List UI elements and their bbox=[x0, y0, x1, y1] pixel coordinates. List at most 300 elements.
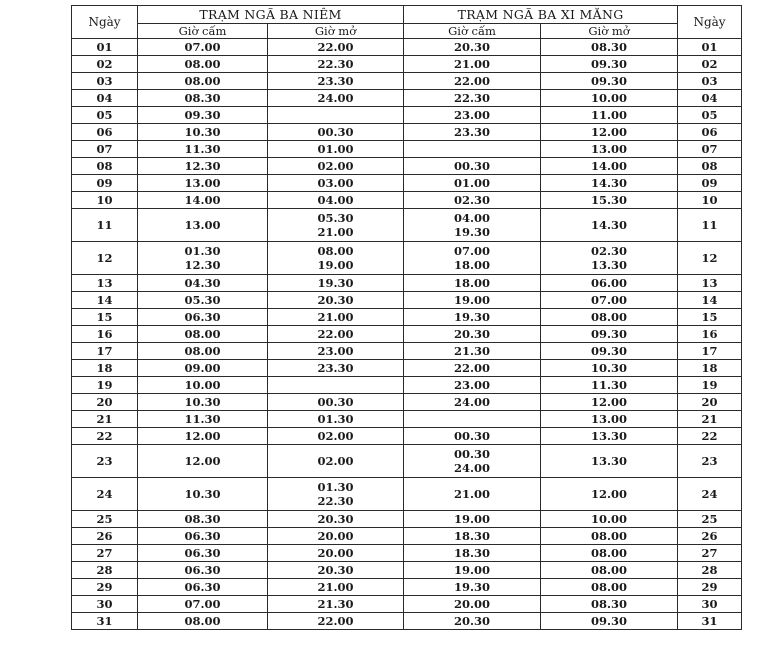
station-b-open-cell bbox=[541, 411, 678, 428]
day-cell-right: 10 bbox=[678, 192, 742, 209]
station-a-open-cell bbox=[268, 511, 404, 528]
station-b-open-cell bbox=[541, 428, 678, 445]
station-b-close-cell bbox=[404, 90, 541, 107]
table-row bbox=[72, 292, 742, 309]
station-a-close-header: Giờ cấm bbox=[138, 24, 268, 39]
time-value: 22.30 bbox=[317, 57, 354, 71]
day-cell-right: 14 bbox=[678, 292, 742, 309]
station-a-open-cell bbox=[268, 377, 404, 394]
time-value: 13.00 bbox=[591, 412, 628, 426]
station-b-open-cell bbox=[541, 175, 678, 192]
schedule-table bbox=[71, 5, 742, 630]
time-value: 12.30 bbox=[184, 159, 221, 173]
day-cell-right: 09 bbox=[678, 175, 742, 192]
time-value: 09.30 bbox=[591, 344, 628, 358]
station-b-close-cell bbox=[404, 107, 541, 124]
day-cell-right: 06 bbox=[678, 124, 742, 141]
table-row bbox=[72, 613, 742, 630]
day-cell-left: 23 bbox=[72, 445, 138, 478]
time-value: 18.30 bbox=[454, 529, 491, 543]
time-value: 23.00 bbox=[454, 378, 491, 392]
station-a-open-cell bbox=[268, 528, 404, 545]
time-value: 10.30 bbox=[184, 487, 221, 501]
time-value: 01.00 bbox=[317, 142, 354, 156]
day-cell-right: 28 bbox=[678, 562, 742, 579]
station-b-close-cell bbox=[404, 141, 541, 158]
day-cell-right: 07 bbox=[678, 141, 742, 158]
station-a-open-cell bbox=[268, 39, 404, 56]
table-row bbox=[72, 326, 742, 343]
station-a-close-cell bbox=[138, 445, 268, 478]
table-row bbox=[72, 107, 742, 124]
time-value: 19.00 bbox=[454, 512, 491, 526]
time-value: 12.00 bbox=[591, 487, 628, 501]
time-value: 10.00 bbox=[591, 512, 628, 526]
station-a-close-cell bbox=[138, 511, 268, 528]
day-cell-left: 26 bbox=[72, 528, 138, 545]
time-value: 08.00 bbox=[591, 546, 628, 560]
time-value: 08.00 bbox=[591, 529, 628, 543]
station-a-open-cell bbox=[268, 242, 404, 275]
station-a-close-cell bbox=[138, 292, 268, 309]
station-a-open-cell bbox=[268, 275, 404, 292]
station-a-open-cell bbox=[268, 360, 404, 377]
time-value: 00.30 bbox=[454, 429, 491, 443]
time-value: 06.30 bbox=[184, 310, 221, 324]
station-b-open-cell bbox=[541, 292, 678, 309]
day-cell-left: 08 bbox=[72, 158, 138, 175]
station-b-close-cell bbox=[404, 613, 541, 630]
day-cell-right: 15 bbox=[678, 309, 742, 326]
time-value: 09.30 bbox=[184, 108, 221, 122]
time-value: 21.30 bbox=[317, 597, 354, 611]
time-value: 13.00 bbox=[184, 218, 221, 232]
day-cell-left: 01 bbox=[72, 39, 138, 56]
time-value: 08.00 bbox=[591, 580, 628, 594]
station-b-open-cell bbox=[541, 242, 678, 275]
time-value: 20.00 bbox=[454, 597, 491, 611]
station-b-open-cell bbox=[541, 192, 678, 209]
station-a-close-cell bbox=[138, 360, 268, 377]
time-value: 12.00 bbox=[591, 125, 628, 139]
station-a-close-cell bbox=[138, 141, 268, 158]
time-value: 08.00 bbox=[591, 563, 628, 577]
day-cell-left: 25 bbox=[72, 511, 138, 528]
time-value: 08.00 bbox=[184, 57, 221, 71]
time-value: 01.30 bbox=[317, 412, 354, 426]
station-b-close-cell bbox=[404, 377, 541, 394]
day-cell-left: 14 bbox=[72, 292, 138, 309]
time-value: 21.00 bbox=[454, 487, 491, 501]
table-row bbox=[72, 445, 742, 478]
day-cell-right: 21 bbox=[678, 411, 742, 428]
station-a-open-cell bbox=[268, 326, 404, 343]
station-b-close-cell bbox=[404, 242, 541, 275]
station-a-open-cell bbox=[268, 73, 404, 90]
station-b-close-cell bbox=[404, 124, 541, 141]
station-b-open-cell bbox=[541, 478, 678, 511]
station-b-open-cell bbox=[541, 445, 678, 478]
time-value: 08.30 bbox=[591, 40, 628, 54]
table-row bbox=[72, 377, 742, 394]
station-b-open-cell bbox=[541, 107, 678, 124]
time-value: 06.30 bbox=[184, 529, 221, 543]
station-b-close-cell bbox=[404, 209, 541, 242]
station-a-close-cell bbox=[138, 73, 268, 90]
time-value: 20.30 bbox=[454, 327, 491, 341]
day-cell-left: 20 bbox=[72, 394, 138, 411]
day-cell-right: 17 bbox=[678, 343, 742, 360]
time-value: 22.00 bbox=[454, 361, 491, 375]
station-b-close-cell bbox=[404, 39, 541, 56]
time-value: 06.30 bbox=[184, 546, 221, 560]
station-a-open-cell bbox=[268, 141, 404, 158]
station-b-open-cell bbox=[541, 545, 678, 562]
table-row bbox=[72, 545, 742, 562]
station-b-close-cell bbox=[404, 579, 541, 596]
day-cell-left: 06 bbox=[72, 124, 138, 141]
time-value: 21.30 bbox=[454, 344, 491, 358]
time-value: 10.30 bbox=[591, 361, 628, 375]
station-b-open-cell bbox=[541, 39, 678, 56]
time-value: 08.00 bbox=[184, 327, 221, 341]
station-b-open-cell bbox=[541, 141, 678, 158]
station-a-close-cell bbox=[138, 39, 268, 56]
station-a-close-cell bbox=[138, 428, 268, 445]
station-a-open-cell bbox=[268, 175, 404, 192]
time-value: 07.00 bbox=[184, 40, 221, 54]
station-b-close-cell bbox=[404, 411, 541, 428]
station-a-close-cell bbox=[138, 90, 268, 107]
time-value: 04.00 bbox=[317, 193, 354, 207]
day-cell-right: 11 bbox=[678, 209, 742, 242]
time-value: 00.30 bbox=[454, 159, 491, 173]
time-value: 02.30 bbox=[454, 193, 491, 207]
station-b-close-cell bbox=[404, 428, 541, 445]
time-value: 11.30 bbox=[591, 378, 628, 392]
time-value: 22.00 bbox=[317, 614, 354, 628]
time-value: 03.00 bbox=[317, 176, 354, 190]
day-cell-left: 31 bbox=[72, 613, 138, 630]
day-cell-right: 31 bbox=[678, 613, 742, 630]
day-cell-left: 11 bbox=[72, 209, 138, 242]
station-a-open-cell bbox=[268, 124, 404, 141]
day-cell-left: 30 bbox=[72, 596, 138, 613]
table-row bbox=[72, 562, 742, 579]
station-b-close-header: Giờ cấm bbox=[404, 24, 541, 39]
station-b-close-cell bbox=[404, 596, 541, 613]
station-b-open-cell bbox=[541, 613, 678, 630]
time-value: 12.00 bbox=[184, 429, 221, 443]
station-a-open-cell bbox=[268, 478, 404, 511]
time-value: 06.00 bbox=[591, 276, 628, 290]
time-value: 05.30 bbox=[184, 293, 221, 307]
station-a-open-cell bbox=[268, 343, 404, 360]
station-b-open-header: Giờ mở bbox=[541, 24, 678, 39]
station-b-close-cell bbox=[404, 360, 541, 377]
day-cell-right: 22 bbox=[678, 428, 742, 445]
station-b-open-cell bbox=[541, 309, 678, 326]
table-row bbox=[72, 309, 742, 326]
station-b-open-cell bbox=[541, 90, 678, 107]
table-row bbox=[72, 275, 742, 292]
time-value: 05.30 bbox=[317, 211, 354, 225]
station-b-open-cell bbox=[541, 511, 678, 528]
table-row bbox=[72, 90, 742, 107]
time-value: 24.00 bbox=[454, 395, 491, 409]
time-value: 14.00 bbox=[184, 193, 221, 207]
station-b-close-cell bbox=[404, 56, 541, 73]
station-a-close-cell bbox=[138, 411, 268, 428]
station-b-open-cell bbox=[541, 209, 678, 242]
table-row bbox=[72, 394, 742, 411]
table-body bbox=[72, 39, 742, 630]
station-a-open-cell bbox=[268, 613, 404, 630]
day-cell-left: 07 bbox=[72, 141, 138, 158]
station-a-close-cell bbox=[138, 209, 268, 242]
station-b-close-cell bbox=[404, 394, 541, 411]
station-a-open-header: Giờ mở bbox=[268, 24, 404, 39]
time-value: 22.30 bbox=[454, 91, 491, 105]
time-value: 18.00 bbox=[454, 276, 491, 290]
time-value: 20.30 bbox=[317, 293, 354, 307]
station-a-open-cell bbox=[268, 579, 404, 596]
station-b-open-cell bbox=[541, 360, 678, 377]
table-row bbox=[72, 511, 742, 528]
day-cell-left: 09 bbox=[72, 175, 138, 192]
time-value: 08.30 bbox=[591, 597, 628, 611]
station-a-close-cell bbox=[138, 377, 268, 394]
station-b-open-cell bbox=[541, 158, 678, 175]
station-a-close-cell bbox=[138, 175, 268, 192]
time-value: 19.30 bbox=[317, 276, 354, 290]
station-a-close-cell bbox=[138, 562, 268, 579]
time-value: 19.30 bbox=[454, 580, 491, 594]
time-value: 11.30 bbox=[184, 412, 221, 426]
station-a-close-cell bbox=[138, 275, 268, 292]
station-b-open-cell bbox=[541, 275, 678, 292]
day-cell-right: 19 bbox=[678, 377, 742, 394]
station-b-open-cell bbox=[541, 596, 678, 613]
day-cell-right: 23 bbox=[678, 445, 742, 478]
station-a-close-cell bbox=[138, 596, 268, 613]
time-value: 24.00 bbox=[454, 461, 491, 475]
day-cell-right: 26 bbox=[678, 528, 742, 545]
station-b-close-cell bbox=[404, 511, 541, 528]
time-value: 12.30 bbox=[184, 258, 221, 272]
day-cell-right: 29 bbox=[678, 579, 742, 596]
time-value: 10.30 bbox=[184, 125, 221, 139]
time-value: 04.00 bbox=[454, 211, 491, 225]
time-value: 19.30 bbox=[454, 310, 491, 324]
time-value: 06.30 bbox=[184, 580, 221, 594]
day-cell-right: 25 bbox=[678, 511, 742, 528]
table-row bbox=[72, 428, 742, 445]
time-value: 02.00 bbox=[317, 454, 354, 468]
day-cell-right: 01 bbox=[678, 39, 742, 56]
station-a-close-cell bbox=[138, 478, 268, 511]
station-a-open-cell bbox=[268, 309, 404, 326]
day-cell-left: 15 bbox=[72, 309, 138, 326]
time-value: 07.00 bbox=[184, 597, 221, 611]
station-a-open-cell bbox=[268, 56, 404, 73]
station-b-open-cell bbox=[541, 343, 678, 360]
day-cell-right: 18 bbox=[678, 360, 742, 377]
time-value: 09.00 bbox=[184, 361, 221, 375]
time-value: 02.00 bbox=[317, 159, 354, 173]
time-value: 20.30 bbox=[454, 40, 491, 54]
station-b-open-cell bbox=[541, 377, 678, 394]
station-a-open-cell bbox=[268, 596, 404, 613]
day-cell-left: 19 bbox=[72, 377, 138, 394]
station-a-close-cell bbox=[138, 124, 268, 141]
time-value: 19.00 bbox=[317, 258, 354, 272]
time-value: 19.30 bbox=[454, 225, 491, 239]
time-value: 22.00 bbox=[317, 40, 354, 54]
day-cell-right: 03 bbox=[678, 73, 742, 90]
station-a-open-cell bbox=[268, 90, 404, 107]
table-row bbox=[72, 478, 742, 511]
station-b-close-cell bbox=[404, 562, 541, 579]
station-b-open-cell bbox=[541, 326, 678, 343]
station-b-open-cell bbox=[541, 56, 678, 73]
day-cell-left: 13 bbox=[72, 275, 138, 292]
day-cell-right: 13 bbox=[678, 275, 742, 292]
time-value: 01.30 bbox=[317, 480, 354, 494]
time-value: 08.00 bbox=[184, 614, 221, 628]
station-b-close-cell bbox=[404, 175, 541, 192]
time-value: 09.30 bbox=[591, 57, 628, 71]
station-a-open-cell bbox=[268, 158, 404, 175]
station-b-open-cell bbox=[541, 394, 678, 411]
table-row bbox=[72, 360, 742, 377]
station-b-open-cell bbox=[541, 73, 678, 90]
time-value: 12.00 bbox=[184, 454, 221, 468]
time-value: 09.30 bbox=[591, 74, 628, 88]
table-row bbox=[72, 343, 742, 360]
time-value: 08.30 bbox=[184, 512, 221, 526]
station-a-open-cell bbox=[268, 292, 404, 309]
station-a-close-cell bbox=[138, 579, 268, 596]
station-b-close-cell bbox=[404, 545, 541, 562]
station-a-close-cell bbox=[138, 242, 268, 275]
table-row bbox=[72, 124, 742, 141]
time-value: 22.00 bbox=[317, 327, 354, 341]
station-b-open-cell bbox=[541, 562, 678, 579]
station-b-close-cell bbox=[404, 343, 541, 360]
day-header-left: Ngày bbox=[72, 6, 138, 39]
time-value: 20.30 bbox=[317, 512, 354, 526]
time-value: 00.30 bbox=[317, 125, 354, 139]
time-value: 21.00 bbox=[317, 225, 354, 239]
time-value: 23.30 bbox=[317, 74, 354, 88]
time-value: 00.30 bbox=[454, 447, 491, 461]
station-b-close-cell bbox=[404, 445, 541, 478]
time-value: 10.00 bbox=[591, 91, 628, 105]
time-value: 11.00 bbox=[591, 108, 628, 122]
time-value: 19.00 bbox=[454, 293, 491, 307]
station-a-open-cell bbox=[268, 545, 404, 562]
day-cell-right: 12 bbox=[678, 242, 742, 275]
time-value: 07.00 bbox=[454, 244, 491, 258]
station-a-close-cell bbox=[138, 326, 268, 343]
day-cell-left: 29 bbox=[72, 579, 138, 596]
table-row bbox=[72, 528, 742, 545]
station-a-open-cell bbox=[268, 428, 404, 445]
table-row bbox=[72, 141, 742, 158]
time-value: 20.30 bbox=[317, 563, 354, 577]
day-cell-right: 30 bbox=[678, 596, 742, 613]
day-cell-left: 28 bbox=[72, 562, 138, 579]
day-cell-right: 04 bbox=[678, 90, 742, 107]
station-a-open-cell bbox=[268, 445, 404, 478]
day-cell-right: 02 bbox=[678, 56, 742, 73]
time-value: 07.00 bbox=[591, 293, 628, 307]
time-value: 20.00 bbox=[317, 529, 354, 543]
station-a-close-cell bbox=[138, 613, 268, 630]
table-row bbox=[72, 158, 742, 175]
station-a-close-cell bbox=[138, 107, 268, 124]
station-b-header: TRẠM NGÃ BA XI MĂNG bbox=[404, 6, 678, 24]
time-value: 08.00 bbox=[184, 74, 221, 88]
time-value: 21.00 bbox=[317, 310, 354, 324]
time-value: 14.30 bbox=[591, 218, 628, 232]
day-cell-left: 02 bbox=[72, 56, 138, 73]
day-cell-left: 04 bbox=[72, 90, 138, 107]
day-cell-left: 22 bbox=[72, 428, 138, 445]
table-row bbox=[72, 411, 742, 428]
time-value: 21.00 bbox=[317, 580, 354, 594]
time-value: 09.30 bbox=[591, 327, 628, 341]
time-value: 13.00 bbox=[184, 176, 221, 190]
day-cell-right: 20 bbox=[678, 394, 742, 411]
time-value: 23.00 bbox=[454, 108, 491, 122]
station-a-close-cell bbox=[138, 343, 268, 360]
time-value: 22.00 bbox=[454, 74, 491, 88]
table-row bbox=[72, 56, 742, 73]
station-b-open-cell bbox=[541, 579, 678, 596]
station-a-header: TRẠM NGÃ BA NIÊM bbox=[138, 6, 404, 24]
station-b-open-cell bbox=[541, 528, 678, 545]
day-cell-left: 05 bbox=[72, 107, 138, 124]
time-value: 02.30 bbox=[591, 244, 628, 258]
day-cell-right: 08 bbox=[678, 158, 742, 175]
day-cell-right: 24 bbox=[678, 478, 742, 511]
day-cell-left: 18 bbox=[72, 360, 138, 377]
station-a-close-cell bbox=[138, 545, 268, 562]
station-a-open-cell bbox=[268, 209, 404, 242]
time-value: 21.00 bbox=[454, 57, 491, 71]
station-b-close-cell bbox=[404, 275, 541, 292]
time-value: 24.00 bbox=[317, 91, 354, 105]
table-row bbox=[72, 73, 742, 90]
station-b-close-cell bbox=[404, 73, 541, 90]
time-value: 01.30 bbox=[184, 244, 221, 258]
day-cell-left: 24 bbox=[72, 478, 138, 511]
table-row bbox=[72, 39, 742, 56]
station-a-close-cell bbox=[138, 56, 268, 73]
time-value: 08.30 bbox=[184, 91, 221, 105]
day-cell-left: 03 bbox=[72, 73, 138, 90]
station-b-open-cell bbox=[541, 124, 678, 141]
station-a-close-cell bbox=[138, 192, 268, 209]
station-a-open-cell bbox=[268, 107, 404, 124]
station-b-close-cell bbox=[404, 309, 541, 326]
time-value: 06.30 bbox=[184, 563, 221, 577]
time-value: 08.00 bbox=[317, 244, 354, 258]
time-value: 12.00 bbox=[591, 395, 628, 409]
station-b-close-cell bbox=[404, 158, 541, 175]
